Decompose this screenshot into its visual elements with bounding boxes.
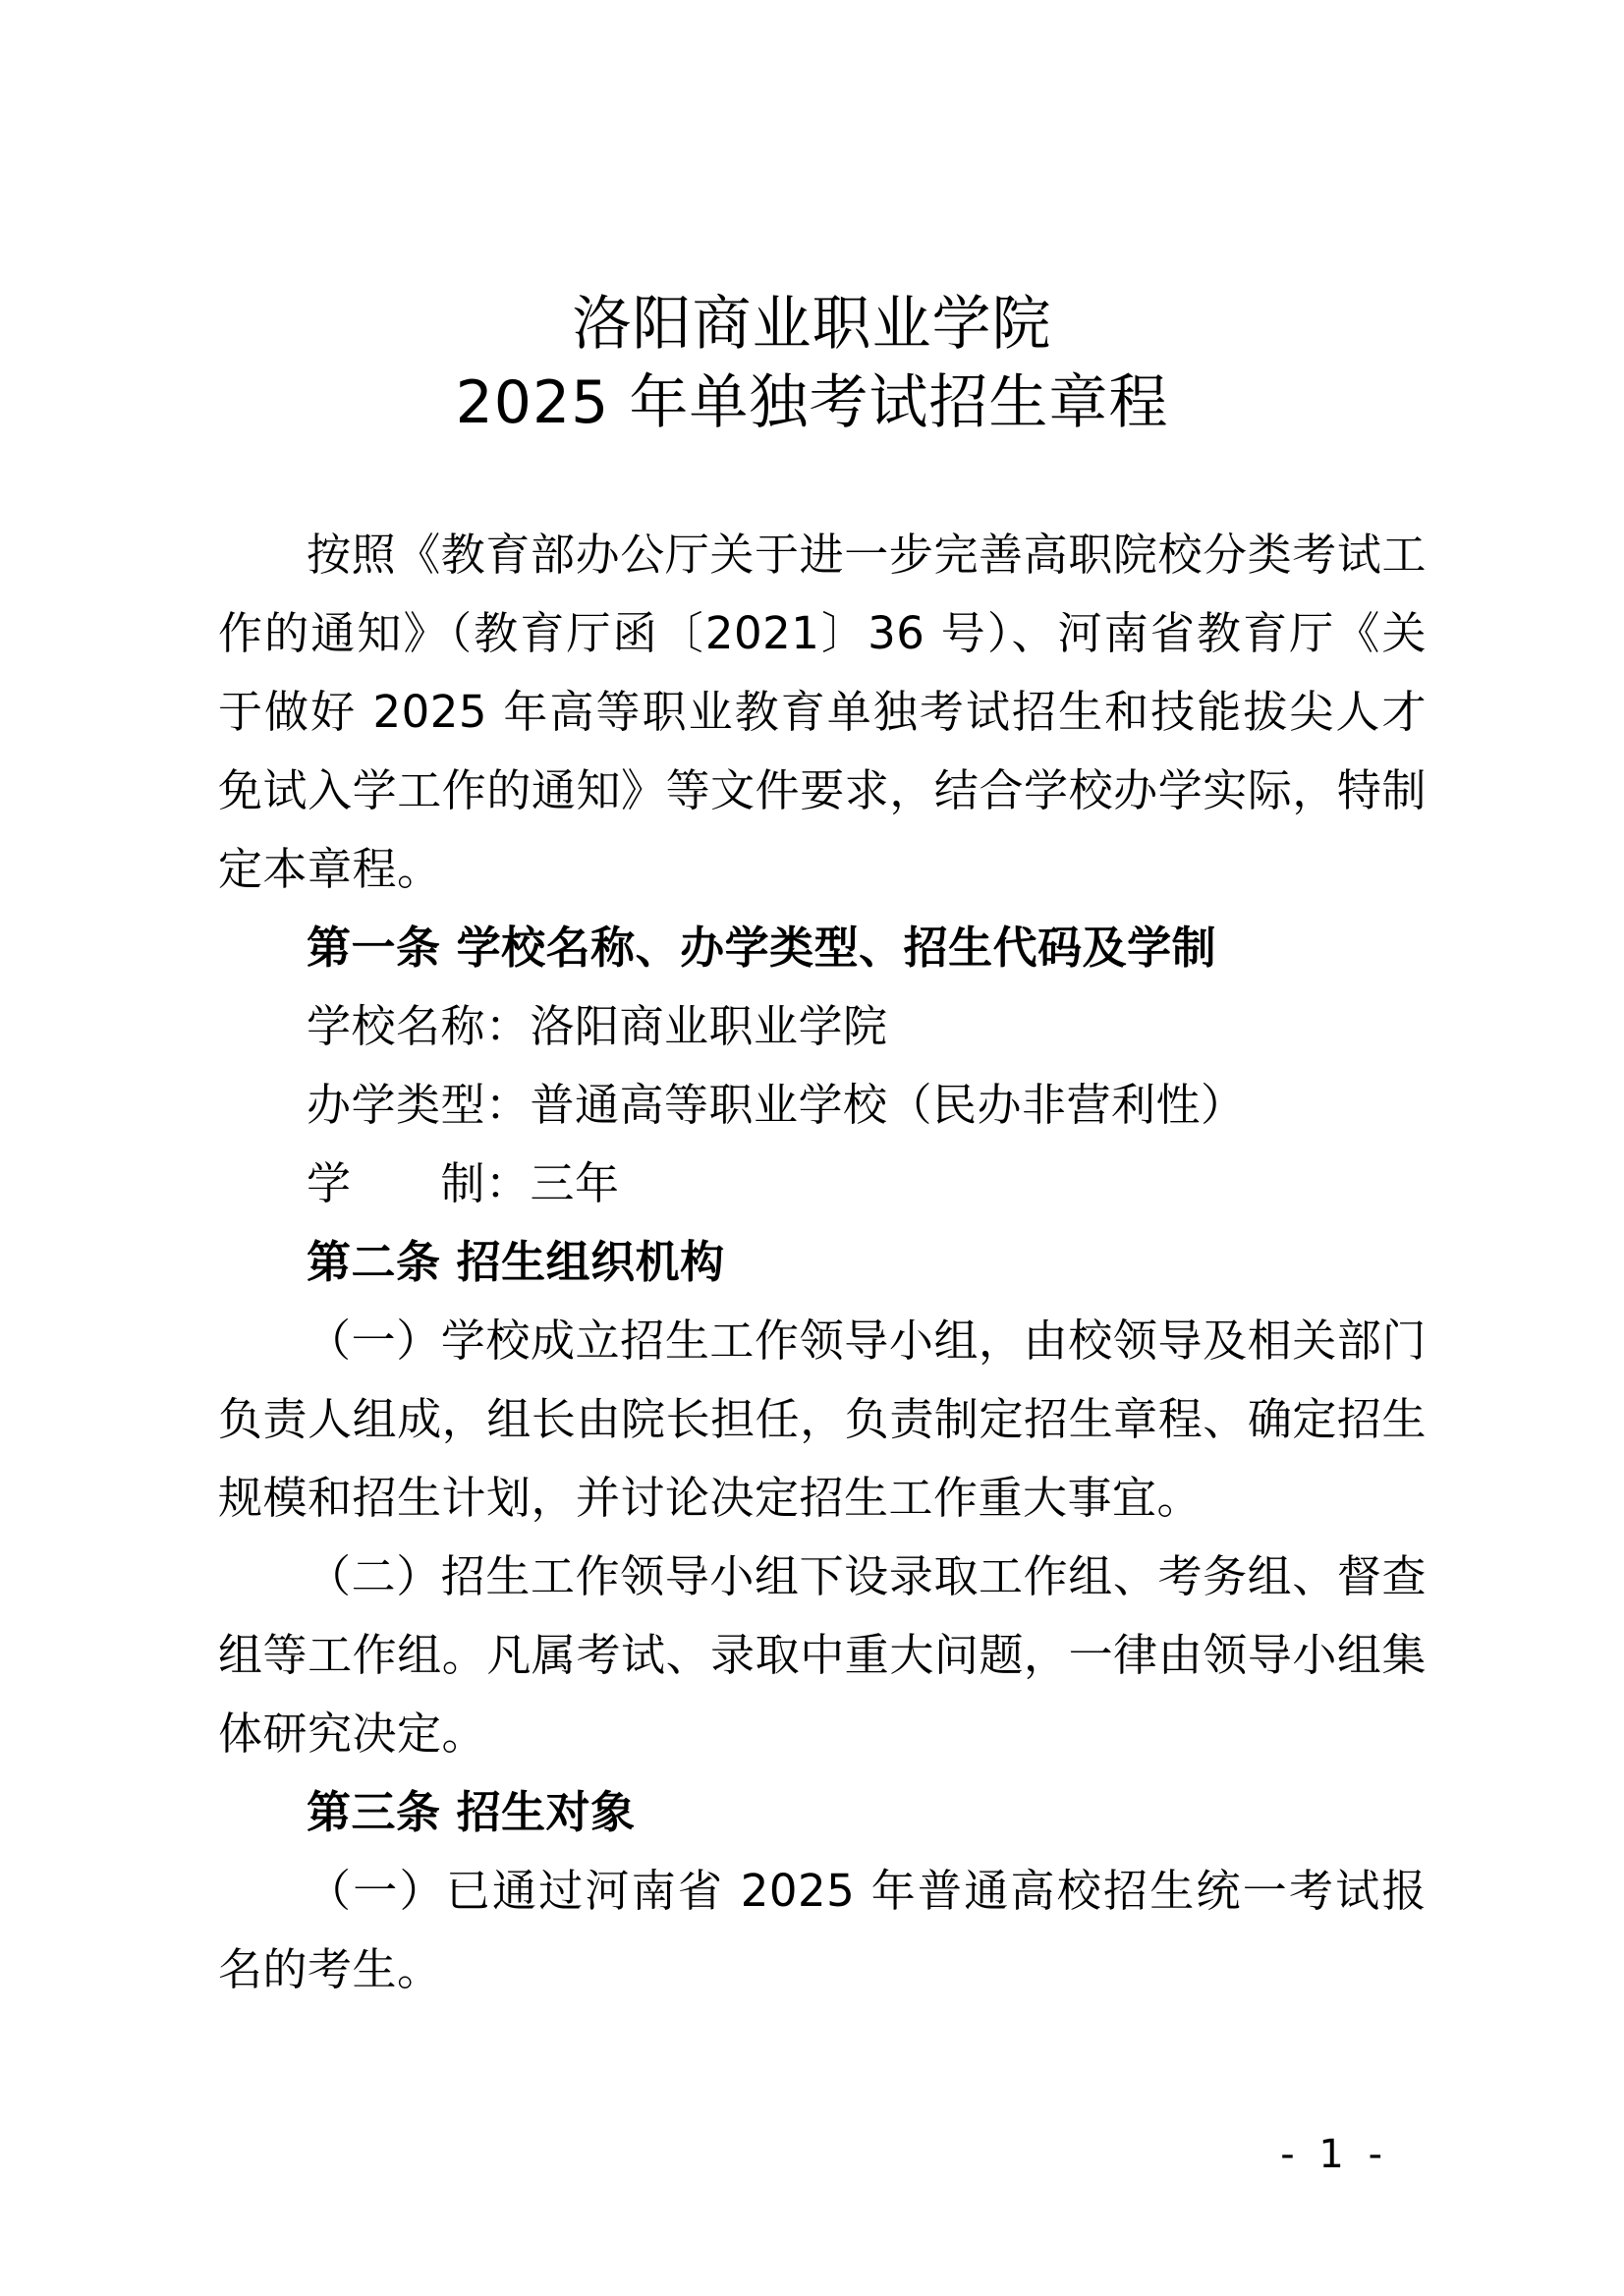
page-number: - 1 - [1280,2132,1388,2177]
school-type-line: 办学类型：普通高等职业学校（民办非营利性） [307,1079,1246,1131]
article2-item1: （一）学校成立招生工作领导小组，由校领导及相关部门负责人组成，组长由院长担任，负责制定招生章程、确定招生规模和招生计划，并讨论决定招生工作重大事宜。 [218,1315,1427,1524]
article1-heading: 第一条 学校名称、办学类型、招生代码及学制 [307,922,1217,974]
intro-paragraph: 按照《教育部办公厅关于进一步完善高职院校分类考试工作的通知》（教育厅函〔2021〕36 号）、河南省教育厅《关于做好 2025 年高等职业教育单独考试招生和技能拔尖人才免试入学工作的通知》等文件要求，结合学校办学实际，特制定本章程。 [218,529,1427,895]
article2-heading: 第二条 招生组织机构 [307,1236,725,1288]
duration-line: 学 制：三年 [307,1157,620,1209]
article3-item1: （一）已通过河南省 2025 年普通高校招生统一考试报名的考生。 [218,1865,1427,1995]
document-title-charter: 2025 年单独考试招生章程 [455,368,1169,437]
article3-heading: 第三条 招生对象 [307,1786,636,1838]
document-title-school: 洛阳商业职业学院 [572,290,1052,359]
school-name-line: 学校名称：洛阳商业职业学院 [307,1000,888,1052]
article2-item2: （二）招生工作领导小组下设录取工作组、考务组、督查组等工作组。凡属考试、录取中重大问题，一律由领导小组集体研究决定。 [218,1550,1427,1760]
